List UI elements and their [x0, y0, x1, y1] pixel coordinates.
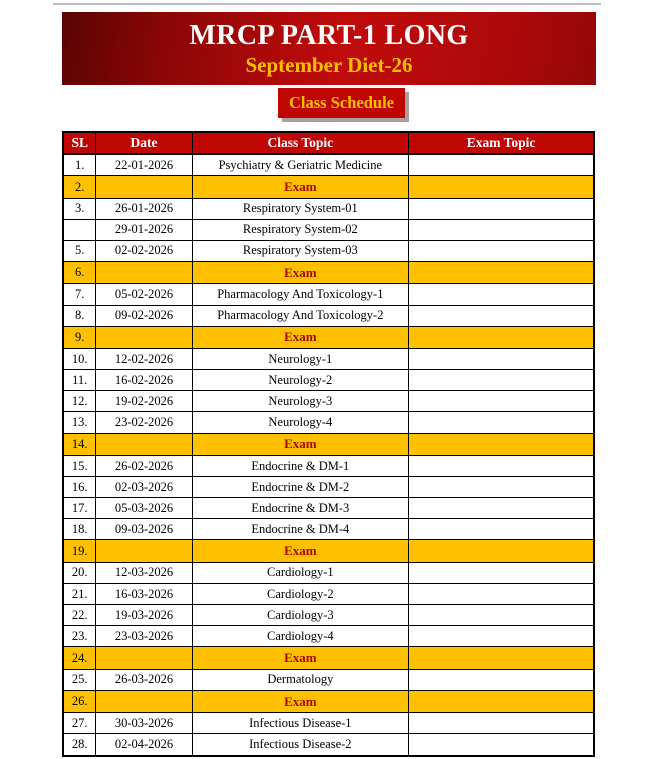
date-cell: 23-03-2026 — [96, 626, 192, 647]
schedule-row — [63, 240, 594, 261]
date-cell: 12-03-2026 — [96, 562, 192, 583]
sl-cell: 26. — [63, 690, 96, 712]
class-topic-cell: Cardiology-4 — [192, 626, 409, 647]
schedule-row — [63, 498, 594, 519]
exam-topic-cell — [409, 326, 594, 348]
exam-topic-cell — [409, 349, 594, 370]
sl-cell: 10. — [63, 349, 96, 370]
date-cell: 09-02-2026 — [96, 305, 192, 326]
class-topic-cell: Respiratory System-01 — [192, 198, 409, 219]
date-cell — [96, 647, 192, 669]
exam-topic-cell — [409, 391, 594, 412]
sl-cell: 27. — [63, 713, 96, 734]
sl-cell: 24. — [63, 647, 96, 669]
class-topic-cell: Neurology-1 — [192, 349, 409, 370]
class-topic-cell: Exam — [192, 690, 409, 712]
exam-topic-cell — [409, 176, 594, 198]
class-topic-cell: Neurology-2 — [192, 370, 409, 391]
exam-topic-cell — [409, 154, 594, 176]
sl-cell: 9. — [63, 326, 96, 348]
class-topic-cell: Cardiology-2 — [192, 584, 409, 605]
class-topic-cell: Pharmacology And Toxicology-1 — [192, 284, 409, 305]
sl-cell: 13. — [63, 412, 96, 433]
exam-topic-cell — [409, 433, 594, 455]
exam-topic-cell — [409, 498, 594, 519]
schedule-row — [63, 456, 594, 477]
sl-cell: 23. — [63, 626, 96, 647]
schedule-row — [63, 734, 594, 756]
sl-cell: 12. — [63, 391, 96, 412]
date-cell: 02-04-2026 — [96, 734, 192, 756]
exam-topic-cell — [409, 198, 594, 219]
exam-topic-cell — [409, 262, 594, 284]
sl-cell: 3. — [63, 198, 96, 219]
sl-cell: 5. — [63, 240, 96, 261]
date-cell — [96, 540, 192, 562]
class-topic-cell: Exam — [192, 433, 409, 455]
date-cell: 26-03-2026 — [96, 669, 192, 690]
schedule-row — [63, 305, 594, 326]
schedule-row — [63, 713, 594, 734]
schedule-row — [63, 370, 594, 391]
exam-topic-cell — [409, 456, 594, 477]
date-cell — [96, 326, 192, 348]
class-topic-cell: Neurology-4 — [192, 412, 409, 433]
class-schedule-badge-label: Class Schedule — [289, 93, 394, 112]
table-header-row — [63, 132, 594, 154]
date-cell — [96, 690, 192, 712]
exam-row — [63, 262, 594, 284]
date-cell: 09-03-2026 — [96, 519, 192, 540]
exam-row — [63, 433, 594, 455]
class-topic-cell: Exam — [192, 262, 409, 284]
date-cell: 19-02-2026 — [96, 391, 192, 412]
sl-cell: 19. — [63, 540, 96, 562]
exam-topic-cell — [409, 540, 594, 562]
sl-cell: 6. — [63, 262, 96, 284]
exam-topic-cell — [409, 669, 594, 690]
date-cell: 05-03-2026 — [96, 498, 192, 519]
exam-topic-cell — [409, 690, 594, 712]
header-sl: SL — [63, 132, 96, 154]
exam-topic-cell — [409, 605, 594, 626]
header-exam-topic: Exam Topic — [409, 132, 594, 154]
sl-cell: 15. — [63, 456, 96, 477]
exam-topic-cell — [409, 477, 594, 498]
date-cell: 26-02-2026 — [96, 456, 192, 477]
date-cell: 02-03-2026 — [96, 477, 192, 498]
exam-row — [63, 690, 594, 712]
sl-cell — [63, 219, 96, 240]
exam-topic-cell — [409, 713, 594, 734]
class-topic-cell: Dermatology — [192, 669, 409, 690]
date-cell — [96, 433, 192, 455]
page-subtitle: September Diet-26 — [245, 53, 413, 77]
date-cell: 05-02-2026 — [96, 284, 192, 305]
schedule-row — [63, 154, 594, 176]
date-cell: 16-02-2026 — [96, 370, 192, 391]
exam-topic-cell — [409, 370, 594, 391]
date-cell: 26-01-2026 — [96, 198, 192, 219]
sl-cell: 14. — [63, 433, 96, 455]
date-cell: 16-03-2026 — [96, 584, 192, 605]
sl-cell: 8. — [63, 305, 96, 326]
sl-cell: 1. — [63, 154, 96, 176]
date-cell: 29-01-2026 — [96, 219, 192, 240]
class-topic-cell: Infectious Disease-1 — [192, 713, 409, 734]
date-cell: 23-02-2026 — [96, 412, 192, 433]
sl-cell: 7. — [63, 284, 96, 305]
date-cell: 12-02-2026 — [96, 349, 192, 370]
date-cell: 02-02-2026 — [96, 240, 192, 261]
schedule-row — [63, 626, 594, 647]
exam-topic-cell — [409, 647, 594, 669]
class-schedule-table — [62, 131, 595, 757]
date-cell — [96, 262, 192, 284]
exam-topic-cell — [409, 519, 594, 540]
date-cell: 19-03-2026 — [96, 605, 192, 626]
schedule-row — [63, 519, 594, 540]
class-topic-cell: Respiratory System-02 — [192, 219, 409, 240]
sl-cell: 22. — [63, 605, 96, 626]
schedule-row — [63, 605, 594, 626]
class-topic-cell: Exam — [192, 176, 409, 198]
class-topic-cell: Exam — [192, 647, 409, 669]
exam-topic-cell — [409, 412, 594, 433]
schedule-row — [63, 562, 594, 583]
date-cell: 30-03-2026 — [96, 713, 192, 734]
sl-cell: 11. — [63, 370, 96, 391]
sl-cell: 16. — [63, 477, 96, 498]
top-divider-line — [53, 3, 601, 5]
class-topic-cell: Endocrine & DM-4 — [192, 519, 409, 540]
schedule-row — [63, 477, 594, 498]
schedule-row — [63, 669, 594, 690]
class-topic-cell: Neurology-3 — [192, 391, 409, 412]
schedule-row — [63, 198, 594, 219]
title-banner — [62, 12, 596, 85]
class-topic-cell: Respiratory System-03 — [192, 240, 409, 261]
class-topic-cell: Endocrine & DM-2 — [192, 477, 409, 498]
class-topic-cell: Psychiatry & Geriatric Medicine — [192, 154, 409, 176]
exam-topic-cell — [409, 240, 594, 261]
exam-row — [63, 540, 594, 562]
sl-cell: 2. — [63, 176, 96, 198]
exam-topic-cell — [409, 626, 594, 647]
sl-cell: 18. — [63, 519, 96, 540]
exam-topic-cell — [409, 284, 594, 305]
class-topic-cell: Pharmacology And Toxicology-2 — [192, 305, 409, 326]
header-date: Date — [96, 132, 192, 154]
sl-cell: 21. — [63, 584, 96, 605]
exam-row — [63, 176, 594, 198]
sl-cell: 25. — [63, 669, 96, 690]
date-cell: 22-01-2026 — [96, 154, 192, 176]
sl-cell: 17. — [63, 498, 96, 519]
class-topic-cell: Infectious Disease-2 — [192, 734, 409, 756]
class-topic-cell: Endocrine & DM-1 — [192, 456, 409, 477]
schedule-row — [63, 391, 594, 412]
sl-cell: 28. — [63, 734, 96, 756]
class-topic-cell: Exam — [192, 326, 409, 348]
date-cell — [96, 176, 192, 198]
class-topic-cell: Cardiology-1 — [192, 562, 409, 583]
class-topic-cell: Exam — [192, 540, 409, 562]
exam-topic-cell — [409, 305, 594, 326]
schedule-row — [63, 219, 594, 240]
header-class-topic: Class Topic — [192, 132, 409, 154]
exam-topic-cell — [409, 562, 594, 583]
exam-topic-cell — [409, 584, 594, 605]
class-topic-cell: Cardiology-3 — [192, 605, 409, 626]
class-topic-cell: Endocrine & DM-3 — [192, 498, 409, 519]
exam-row — [63, 326, 594, 348]
exam-row — [63, 647, 594, 669]
exam-topic-cell — [409, 219, 594, 240]
class-schedule-badge — [278, 88, 405, 118]
schedule-row — [63, 584, 594, 605]
schedule-row — [63, 349, 594, 370]
sl-cell: 20. — [63, 562, 96, 583]
schedule-row — [63, 284, 594, 305]
schedule-row — [63, 412, 594, 433]
page-title: MRCP PART-1 LONG — [189, 20, 469, 51]
exam-topic-cell — [409, 734, 594, 756]
